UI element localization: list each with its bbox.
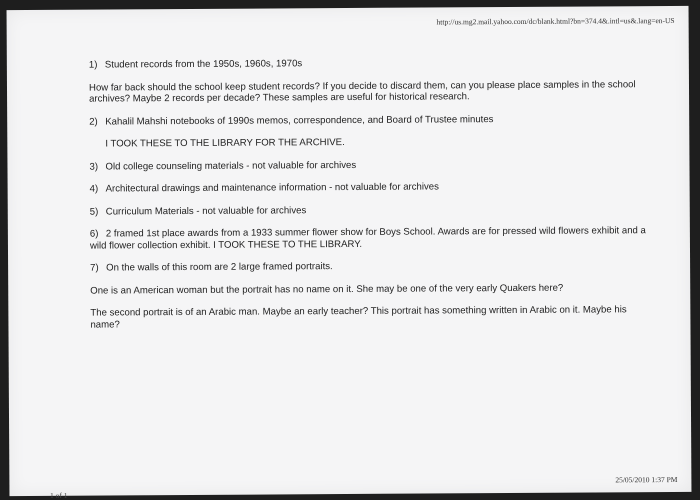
item-text: Student records from the 1950s, 1960s, 1970s — [104, 58, 303, 71]
item-number: 5) — [89, 206, 99, 218]
item-6 — [90, 225, 650, 251]
item-number: 7) — [90, 262, 99, 274]
item-text: Curriculum Materials - not valuable for archives — [105, 204, 307, 217]
paragraph-portrait-man: The second portrait is of an Arabic man. Maybe an early teacher? This portrait has something written in Arabic on it. Maybe his name? — [90, 304, 627, 331]
document-body — [89, 56, 651, 341]
item-2 — [89, 113, 649, 128]
item-number: 3) — [89, 161, 99, 173]
item-number: 2) — [89, 116, 98, 128]
item-text: Architectural drawings and maintenance information - not valuable for archives — [105, 181, 439, 195]
paper-sheet — [7, 6, 692, 496]
item-text: Kahalil Mahshi notebooks of 1990s memos, correspondence, and Board of Trustee minutes — [105, 113, 494, 127]
item-number: 6) — [89, 228, 99, 240]
item-4 — [90, 180, 650, 195]
paragraph-portrait-woman: One is an American woman but the portrait has no name on it. She may be one of the very early Quakers here? — [90, 282, 564, 297]
item-3 — [89, 158, 649, 173]
footer-page-number: 1 of 1 — [50, 491, 68, 500]
item-text: Old college counseling materials - not valuable for archives — [105, 159, 357, 172]
header-url: http://us.mg2.mail.yahoo.com/dc/blank.html?bn=374.4&.intl=us&.lang=en-US — [436, 16, 675, 27]
item-number: 1) — [88, 59, 98, 71]
item-text: On the walls of this room are 2 large framed portraits. — [106, 261, 333, 274]
item-text: 2 framed 1st place awards from a 1933 summer flower show for Boys School. Awards are for pressed wild flowers exhibit and a wild flower collection exhibit. I TOOK THESE TO THE LIBRARY. — [89, 225, 646, 252]
item-1 — [89, 56, 649, 71]
item-5 — [90, 203, 650, 218]
paragraph-records-question: How far back should the school keep student records? If you decide to discard them, can you please place samples in the school archives? Maybe 2 records per decade? These samples are useful for historical research. — [88, 78, 636, 105]
item-number: 4) — [89, 183, 99, 195]
item-7 — [90, 259, 650, 274]
note-took-to-library: I TOOK THESE TO THE LIBRARY FOR THE ARCHIVE. — [105, 137, 345, 150]
footer-datetime: 25/05/2010 1:37 PM — [615, 474, 678, 485]
